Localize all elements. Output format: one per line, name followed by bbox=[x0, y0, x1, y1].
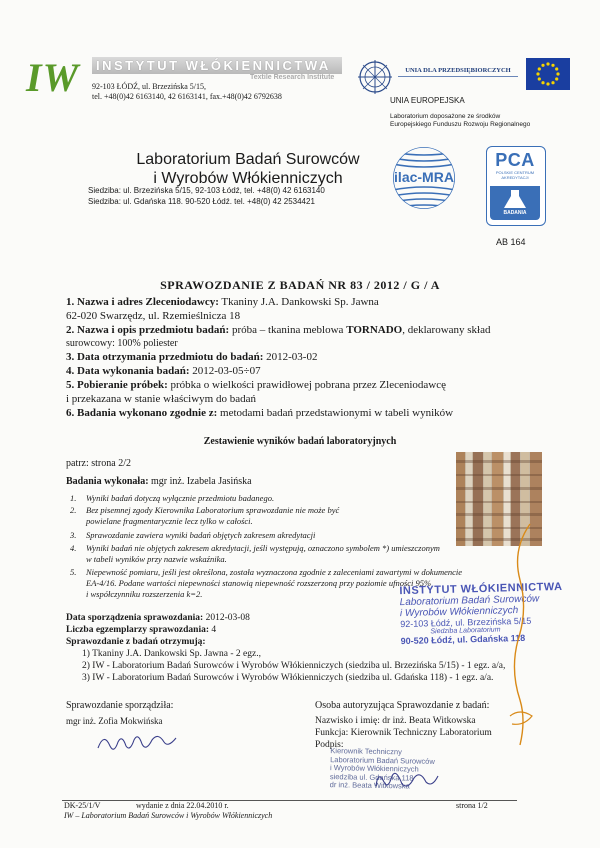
recipients-label: Sprawozdanie z badań otrzymują: bbox=[66, 637, 206, 647]
stamp-line: Laboratorium Badań Surowców bbox=[399, 593, 540, 609]
note-text: EA-4/16. Podane wartości niepewności stanowią niepewność rozszerzoną przy poziomie ufności 95% bbox=[86, 578, 432, 588]
edition-date: wydanie z dnia 22.04.2010 r. bbox=[136, 801, 229, 810]
signature-label: Podpis: bbox=[315, 740, 344, 750]
footer-divider bbox=[62, 800, 517, 801]
laboratory-name-line: Laboratorium Badań Surowców bbox=[136, 151, 360, 168]
authorized-function: Funkcja: Kierownik Techniczny Laboratorium bbox=[315, 728, 492, 738]
stamp-line: Kierownik Techniczny bbox=[330, 746, 402, 757]
item-value-tail: , deklarowany skład bbox=[402, 324, 491, 336]
accreditation-number: AB 164 bbox=[496, 237, 526, 247]
note-number: 3. bbox=[70, 530, 77, 540]
institute-phones: tel. +48(0)42 6163140, 42 6163141, fax.+48(0)42 6792638 bbox=[92, 92, 282, 101]
seat-address-2: Siedziba: ul. Gdańska 118. 90-520 Łódź. tel. +48(0) 42 2534421 bbox=[88, 197, 315, 206]
report-item bbox=[66, 407, 453, 420]
date-value: 2012-03-08 bbox=[203, 613, 250, 623]
item-label: 3. Data otrzymania przedmiotu do badań: bbox=[66, 351, 264, 363]
pca-label: PCA bbox=[495, 150, 535, 170]
stamp-line: i Wyrobów Włókienniczych bbox=[329, 763, 419, 774]
eu-funding-line: Europejskiego Funduszu Rozwoju Regionalnego bbox=[390, 121, 531, 128]
stamp-line: INSTYTUT WŁÓKIENNICTWA bbox=[399, 580, 563, 598]
note-text: w tabeli wyników przy nazwie wskaźnika. bbox=[86, 554, 227, 564]
prepared-by-name: mgr inż. Zofia Mokwińska bbox=[66, 716, 163, 726]
item-value: i przekazana w stanie właściwym do badań bbox=[66, 393, 256, 405]
eu-funding-line: Laboratorium doposażone ze środków bbox=[390, 113, 501, 120]
signature-witkowska bbox=[372, 764, 442, 794]
results-title: Zestawienie wyników badań laboratoryjnych bbox=[203, 436, 397, 447]
note-number: 4. bbox=[70, 543, 77, 553]
laboratory-name bbox=[118, 150, 378, 188]
note-text: Bez pisemnej zgody Kierownika Laboratorium sprawozdanie nie może być bbox=[86, 505, 340, 515]
pen-annotation bbox=[490, 520, 550, 750]
report-item bbox=[66, 365, 261, 378]
form-number: DK-25/1/V bbox=[64, 801, 101, 810]
footer-organization: IW – Laboratorium Badań Surowców i Wyrobów Włókienniczych bbox=[64, 811, 273, 820]
pca-badania-label: BADANIA bbox=[503, 210, 527, 216]
report-item bbox=[66, 379, 446, 392]
eu-flag bbox=[526, 58, 570, 90]
stamp-line: i Wyrobów Włókienniczych bbox=[399, 605, 519, 620]
eu-stars-icon bbox=[526, 58, 570, 90]
note-text: i współczynniku rozszerzenia k=2. bbox=[86, 589, 203, 599]
copies-value: 4 bbox=[209, 625, 217, 635]
eu-funding-note bbox=[390, 113, 560, 129]
date-label: Data sporządzenia sprawozdania: bbox=[66, 613, 204, 623]
item-label: 2. Nazwa i opis przedmiotu badań: bbox=[66, 324, 230, 336]
number-of-copies bbox=[66, 624, 216, 636]
performed-by-label: Badania wykonała: bbox=[66, 476, 149, 487]
performed-by-name: mgr inż. Izabela Jasińska bbox=[148, 476, 252, 487]
stamp-line: Laboratorium Badań Surowców bbox=[330, 754, 435, 766]
note-text: Sprawozdanie zawiera wyniki badań objętych zakresem akredytacji bbox=[86, 530, 316, 540]
report-item bbox=[66, 351, 317, 364]
note-number: 2. bbox=[70, 505, 77, 515]
item-value: metodami badań przedstawionymi w tabeli wyników bbox=[217, 407, 454, 419]
item-value: próbka o wielkości prawidłowej pobrana przez Zleceniodawcę bbox=[167, 379, 446, 391]
note-text: Wyniki badań nie objętych zakresem akredytacji, jeśli występują, oznaczono symbolem *) umieszczonym bbox=[86, 543, 440, 553]
report-item bbox=[66, 324, 491, 337]
stamp-line: Siedziba Laboratorium bbox=[430, 626, 501, 636]
recipient-item: 1) Tkaniny J.A. Dankowski Sp. Jawna - 2 egz., bbox=[82, 649, 261, 659]
report-item bbox=[66, 310, 240, 323]
ilac-mra-logo-icon bbox=[388, 145, 460, 211]
institute-subtitle: Textile Research Institute bbox=[250, 74, 335, 81]
pca-full-name: POLSKIE CENTRUM AKREDYTACJI bbox=[495, 170, 535, 180]
prepared-by-label: Sprawozdanie sporządziła: bbox=[66, 700, 174, 711]
item-label: 4. Data wykonania badań: bbox=[66, 365, 190, 377]
note-number: 5. bbox=[70, 567, 77, 577]
signature-mokwinska bbox=[96, 728, 178, 756]
eu-label: UNIA EUROPEJSKA bbox=[390, 96, 465, 105]
see-page-reference: patrz: strona 2/2 bbox=[66, 458, 131, 469]
stamp-line: siedziba ul. Gdańska 118 bbox=[329, 771, 414, 783]
ilac-label: ilac-MRA bbox=[394, 169, 454, 185]
item-product-name: TORNADO bbox=[346, 324, 403, 336]
recipient-item: 2) IW - Laboratorium Badań Surowców i Wyrobów Włókienniczych (siedziba ul. Brzezińska 5/15) - 1 egz. a/a, bbox=[82, 661, 506, 671]
item-label: 5. Pobieranie próbek: bbox=[66, 379, 168, 391]
union-title: UNIA DLA PRZEDSIĘBIORCZYCH bbox=[398, 67, 518, 77]
item-value: 2012-03-02 bbox=[263, 351, 318, 363]
report-item bbox=[66, 393, 256, 406]
institute-address: 92-103 ŁÓDŹ, ul. Brzezińska 5/15, bbox=[92, 82, 206, 91]
note-number: 1. bbox=[70, 493, 77, 503]
seat-address-1: Siedziba: ul. Brzezińska 5/15, 92-103 Łódź, tel. +48(0) 42 6163140 bbox=[88, 186, 325, 195]
compass-emblem-icon bbox=[355, 58, 395, 96]
item-value: próba – tkanina meblowa bbox=[229, 324, 347, 336]
date-of-report bbox=[66, 612, 250, 624]
stamp-line: 92-103 Łódź, ul. Brzezińska 5/15 bbox=[400, 615, 532, 630]
item-value: 2012-03-05÷07 bbox=[189, 365, 261, 377]
page-number: strona 1/2 bbox=[456, 801, 488, 810]
report-title: SPRAWOZDANIE Z BADAŃ NR 83 / 2012 / G / A bbox=[160, 278, 440, 292]
note-text: powielane fragmentarycznie lecz tylko w całości. bbox=[86, 516, 253, 526]
iw-logo: IW bbox=[26, 55, 80, 100]
recipients-heading bbox=[66, 636, 206, 648]
stamp-line: 90-520 Łódź, ul. Gdańska 118 bbox=[400, 632, 526, 647]
report-item bbox=[66, 337, 178, 350]
recipient-item: 3) IW - Laboratorium Badań Surowców i Wyrobów Włókienniczych (siedziba ul. Gdańska 118) - 1 egz. a/a. bbox=[82, 673, 494, 683]
item-label: 6. Badania wykonano zgodnie z: bbox=[66, 407, 218, 419]
laboratory-name-line: i Wyrobów Włókienniczych bbox=[153, 170, 343, 187]
item-value: Tkaniny J.A. Dankowski Sp. Jawna bbox=[218, 296, 379, 308]
item-label: 1. Nazwa i adres Zleceniodawcy: bbox=[66, 296, 219, 308]
stamp-line: dr inż. Beata Witkowska bbox=[329, 780, 410, 791]
authorized-name: Nazwisko i imię: dr inż. Beata Witkowska bbox=[315, 716, 476, 726]
authorized-by-label: Osoba autoryzująca Sprawozdanie z badań: bbox=[315, 700, 490, 711]
note-text: Niepewność pomiaru, jeśli jest określona, została wyznaczona zgodnie z zaleceniami zawartymi w dokumencie bbox=[86, 567, 463, 577]
copies-label: Liczba egzemplarzy sprawozdania: bbox=[66, 625, 210, 635]
institute-name: INSTYTUT WŁÓKIENNICTWA bbox=[92, 57, 342, 74]
report-item bbox=[66, 296, 379, 309]
performed-by bbox=[66, 476, 252, 487]
item-value: 62-020 Swarzędz, ul. Rzemieślnicza 18 bbox=[66, 310, 241, 322]
note-text: Wyniki badań dotyczą wyłącznie przedmiotu badanego. bbox=[86, 493, 275, 503]
item-value: surowcowy: 100% poliester bbox=[66, 338, 178, 349]
